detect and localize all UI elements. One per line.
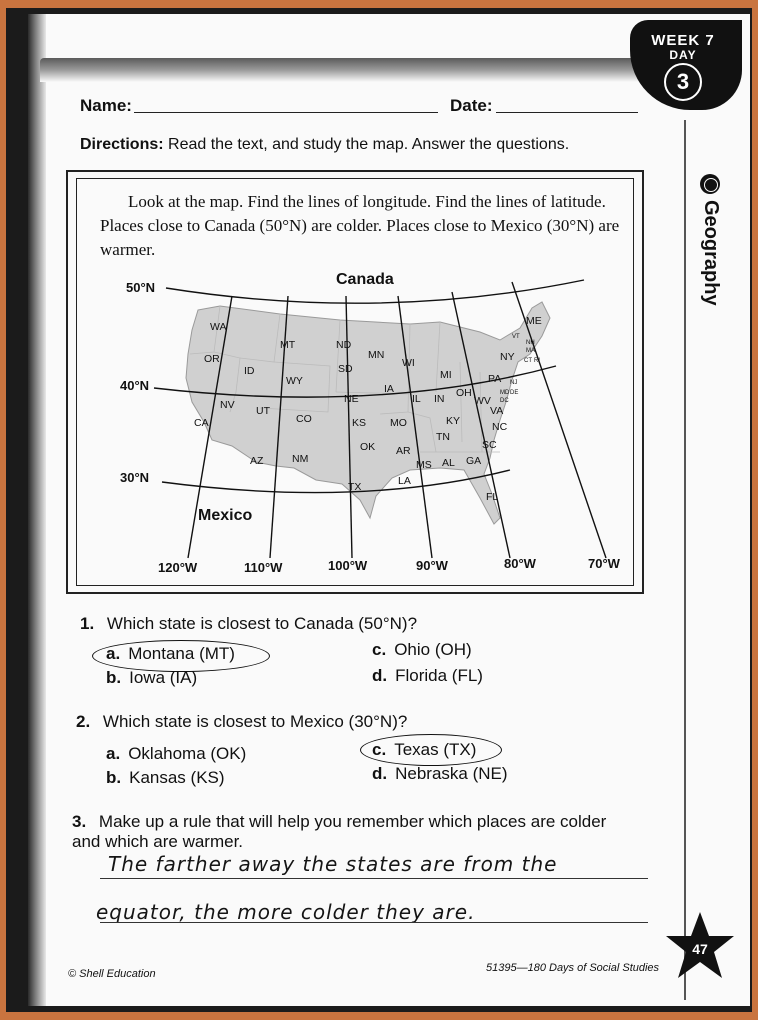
state-label: NV bbox=[220, 399, 235, 411]
option-c[interactable]: c. Ohio (OH) bbox=[372, 640, 472, 659]
lon-label-80: 80°W bbox=[504, 556, 536, 571]
lon-label-110: 110°W bbox=[244, 560, 283, 575]
state-label: CO bbox=[296, 413, 312, 425]
page-number: 47 bbox=[692, 941, 708, 957]
day-number: 3 bbox=[664, 63, 702, 101]
state-label: OR bbox=[204, 353, 220, 365]
state-label: ME bbox=[526, 315, 542, 327]
lon-label-100: 100°W bbox=[328, 558, 368, 573]
copyright: © Shell Education bbox=[68, 968, 156, 980]
week-day-badge bbox=[630, 20, 742, 110]
directions bbox=[80, 136, 569, 154]
state-label: VA bbox=[490, 405, 504, 417]
answer-line[interactable] bbox=[100, 922, 648, 923]
state-label: ID bbox=[244, 365, 255, 377]
state-label: LA bbox=[398, 475, 411, 487]
state-label: VT bbox=[512, 334, 520, 340]
state-label: WY bbox=[286, 375, 303, 387]
state-label: WA bbox=[210, 321, 227, 333]
lat-label-40: 40°N bbox=[120, 378, 150, 393]
state-label: DE bbox=[510, 390, 519, 396]
lon-label-70: 70°W bbox=[588, 556, 620, 571]
state-label: FL bbox=[486, 491, 499, 503]
option-a[interactable]: a. Oklahoma (OK) bbox=[106, 744, 247, 763]
state-label: WV bbox=[474, 395, 491, 407]
state-label: MA bbox=[526, 348, 535, 354]
lon-label-90: 90°W bbox=[416, 558, 448, 573]
answer-line[interactable] bbox=[100, 878, 648, 879]
handwritten-answer-line-1: The farther away the states are from the bbox=[108, 852, 558, 876]
book-title: 51395—180 Days of Social Studies bbox=[486, 962, 660, 974]
state-label: KY bbox=[446, 415, 461, 427]
state-label: AZ bbox=[250, 455, 264, 467]
option-d[interactable]: d. Nebraska (NE) bbox=[372, 764, 508, 783]
state-label: IA bbox=[384, 383, 394, 395]
state-label: MN bbox=[368, 349, 385, 361]
state-label: NC bbox=[492, 421, 508, 433]
state-label: MD bbox=[500, 390, 510, 396]
question-number: 1. bbox=[80, 614, 95, 633]
state-label: NJ bbox=[510, 380, 518, 386]
state-label: OK bbox=[360, 441, 376, 453]
lat-label-50: 50°N bbox=[126, 280, 156, 295]
question-3 bbox=[72, 812, 632, 852]
state-label: NY bbox=[500, 351, 515, 363]
reading-passage: Look at the map. Find the lines of longitude. Find the lines of latitude. Places close to Canada (50°N) are colder. Places close to Mexico (30°N) are warmer. bbox=[100, 192, 620, 259]
handwritten-answer-line-2: equator, the more colder they are. bbox=[96, 900, 476, 924]
globe-icon bbox=[700, 174, 720, 194]
state-label: OH bbox=[456, 387, 472, 399]
date-label: Date: bbox=[450, 96, 493, 115]
us-latitude-longitude-map bbox=[80, 262, 636, 580]
page-number-star-icon bbox=[664, 910, 736, 982]
state-label: RI bbox=[534, 358, 540, 364]
question-text: Which state is closest to Mexico (30°N)? bbox=[102, 712, 408, 731]
state-label: WI bbox=[402, 357, 415, 369]
name-label: Name: bbox=[80, 96, 132, 115]
state-label: NE bbox=[344, 393, 359, 405]
state-label: IL bbox=[412, 393, 421, 405]
question-text: Which state is closest to Canada (50°N)? bbox=[106, 614, 418, 633]
lon-label-120: 120°W bbox=[158, 560, 198, 575]
state-label: MO bbox=[390, 417, 407, 429]
state-label: TX bbox=[348, 481, 362, 493]
state-label: AR bbox=[396, 445, 411, 457]
directions-text: Read the text, and study the map. Answer the questions. bbox=[163, 136, 570, 153]
name-field[interactable] bbox=[134, 112, 438, 113]
date-field[interactable] bbox=[496, 112, 638, 113]
state-label: ND bbox=[336, 339, 352, 351]
question-1 bbox=[80, 614, 417, 634]
option-a[interactable]: a. Montana (MT) bbox=[106, 644, 235, 663]
country-canada: Canada bbox=[336, 271, 394, 288]
state-label: UT bbox=[256, 405, 270, 417]
option-c[interactable]: c. Texas (TX) bbox=[372, 740, 477, 759]
option-b[interactable]: b. Kansas (KS) bbox=[106, 768, 225, 787]
lat-label-30: 30°N bbox=[120, 470, 150, 485]
state-label: GA bbox=[466, 455, 482, 467]
question-number: 2. bbox=[76, 712, 91, 731]
day-label: DAY bbox=[669, 48, 697, 62]
directions-label: Directions: bbox=[80, 136, 164, 153]
sidebar-divider bbox=[684, 120, 686, 1000]
week-label: WEEK 7 bbox=[651, 32, 715, 49]
state-label: NM bbox=[292, 453, 309, 465]
question-number: 3. bbox=[72, 812, 87, 831]
state-label: NH bbox=[526, 340, 535, 346]
state-label: TN bbox=[436, 431, 450, 443]
state-label: IN bbox=[434, 393, 445, 405]
state-label: SC bbox=[482, 439, 497, 451]
subject-label: Geography bbox=[700, 200, 722, 306]
question-text: Make up a rule that will help you remember which places are colder and which are warmer. bbox=[72, 812, 607, 851]
state-label: PA bbox=[488, 373, 502, 385]
state-label: KS bbox=[352, 417, 367, 429]
state-label: MS bbox=[416, 459, 432, 471]
state-label: MI bbox=[440, 369, 452, 381]
state-label: CT bbox=[524, 358, 532, 364]
state-label: SD bbox=[338, 363, 353, 375]
state-label: MT bbox=[280, 339, 296, 351]
torn-header-strip bbox=[40, 58, 660, 82]
question-2 bbox=[76, 712, 407, 732]
binding-shadow bbox=[28, 14, 46, 1006]
state-label: DC bbox=[500, 398, 509, 404]
option-d[interactable]: d. Florida (FL) bbox=[372, 666, 483, 685]
country-mexico: Mexico bbox=[198, 507, 253, 524]
state-label: CA bbox=[194, 417, 209, 429]
state-label: AL bbox=[442, 457, 455, 469]
option-b[interactable]: b. Iowa (IA) bbox=[106, 668, 198, 687]
